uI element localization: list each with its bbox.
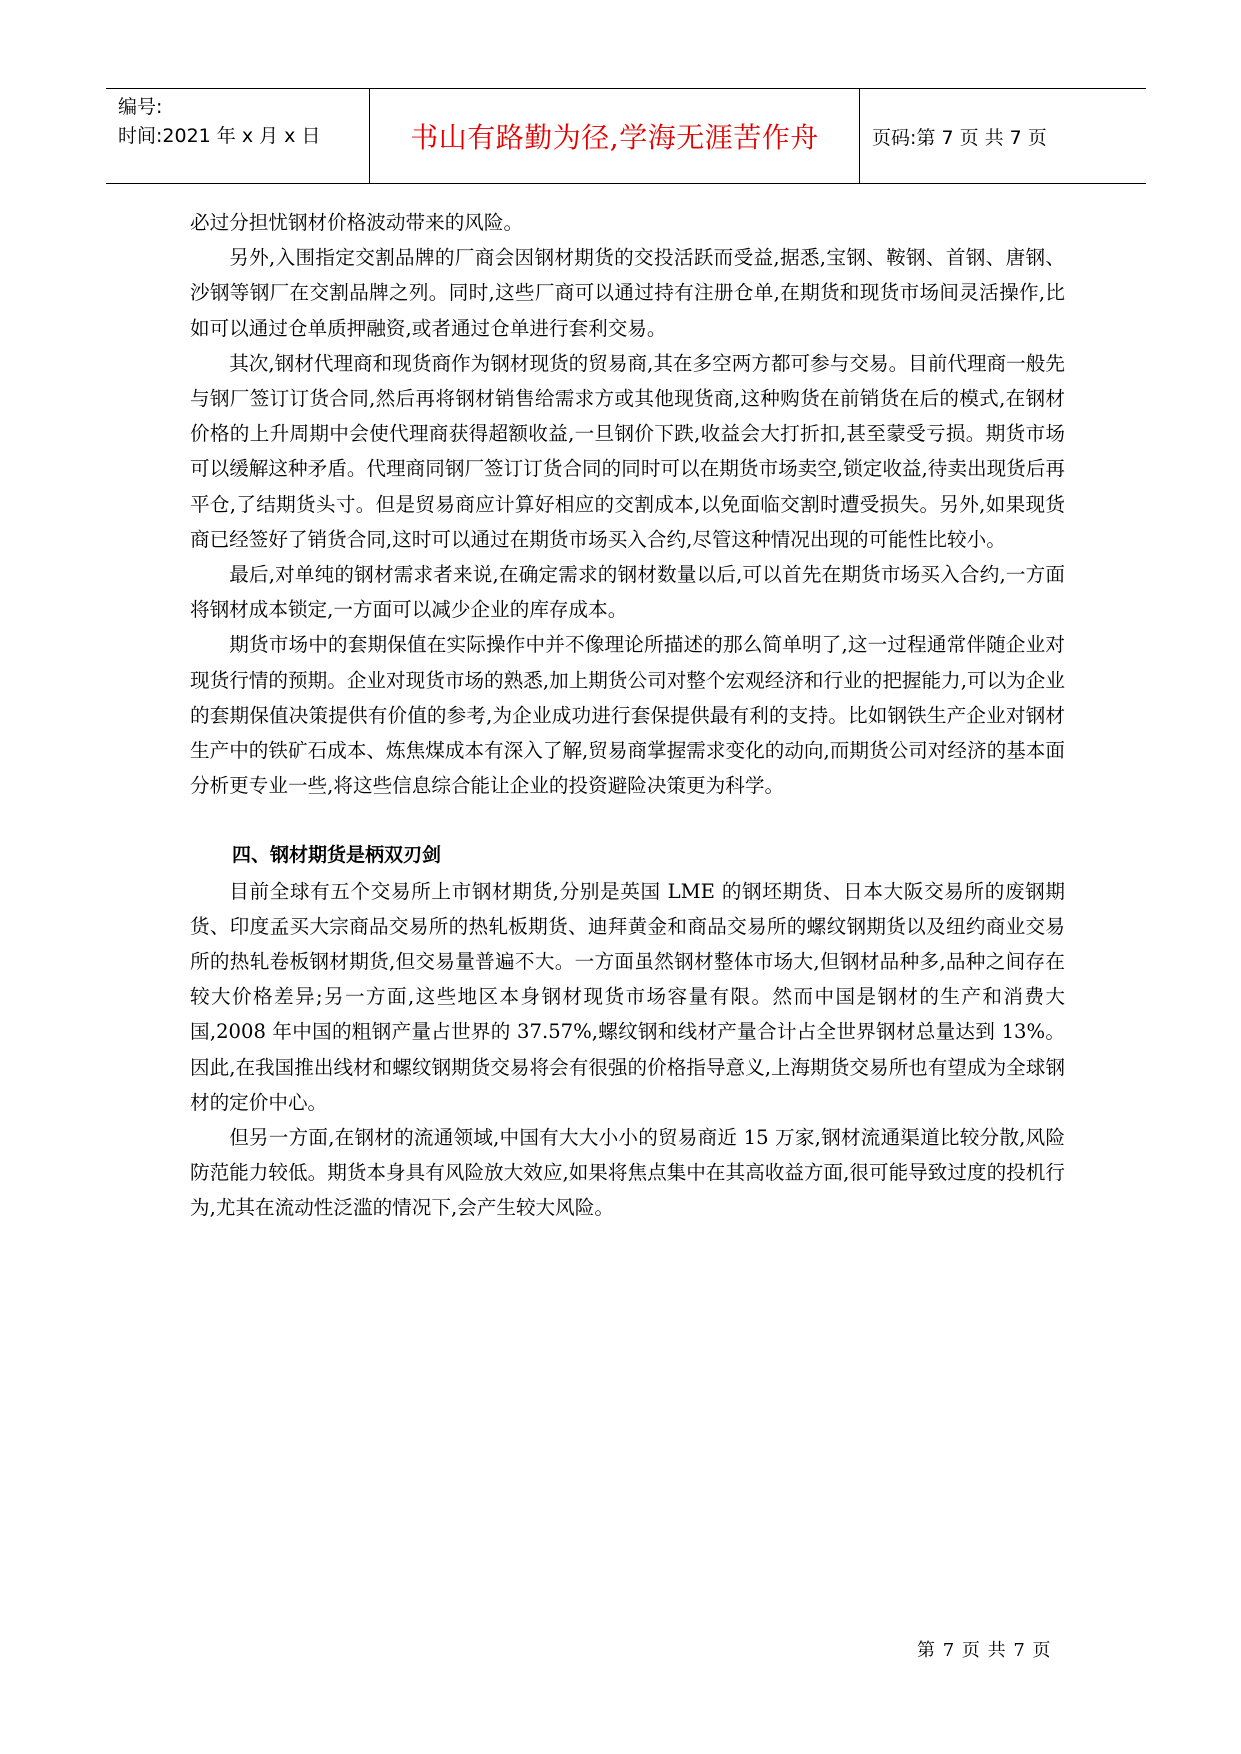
- document-number-label: 编号:: [118, 96, 163, 118]
- section-heading: 四、钢材期货是柄双刃剑: [232, 844, 442, 867]
- paragraph: 另外,入围指定交割品牌的厂商会因钢材期货的交投活跃而受益,据悉,宝钢、鞍钢、首钢、唐钢、沙钢等钢厂在交割品牌之列。同时,这些厂商可以通过持有注册仓单,在期货和现货市场间灵活操作,比如可以通过仓单质押融资,或者通过仓单进行套利交易。: [190, 246, 1065, 340]
- paragraph: 最后,对单纯的钢材需求者来说,在确定需求的钢材数量以后,可以首先在期货市场买入合约,一方面将钢材成本锁定,一方面可以减少企业的库存成本。: [190, 563, 1065, 622]
- header-page-number: 页码:第 7 页 共 7 页: [872, 126, 1047, 149]
- document-body: [190, 205, 1065, 1226]
- page-footer: 第 7 页 共 7 页: [917, 1640, 1052, 1661]
- paragraph: 必过分担忧钢材价格波动带来的风险。: [190, 211, 524, 234]
- header-meta: [106, 89, 370, 183]
- document-time-label: 时间:2021 年 x 月 x 日: [118, 125, 321, 147]
- header-motto: 书山有路勤为径,学海无涯苦作舟: [370, 89, 860, 183]
- paragraph: 期货市场中的套期保值在实际操作中并不像理论所描述的那么简单明了,这一过程通常伴随企业对现货行情的预期。企业对现货市场的熟悉,加上期货公司对整个宏观经济和行业的把握能力,可以为企业的套期保值决策提供有价值的参考,为企业成功进行套保提供最有利的支持。比如钢铁生产企业对钢材生产中的铁矿石成本、炼焦煤成本有深入了解,贸易商掌握需求变化的动向,而期货公司对经济的基本面分析更专业一些,将这些信息综合能让企业的投资避险决策更为科学。: [190, 633, 1065, 798]
- page-header: [106, 88, 1146, 184]
- paragraph: 其次,钢材代理商和现货商作为钢材现货的贸易商,其在多空两方都可参与交易。目前代理商一般先与钢厂签订订货合同,然后再将钢材销售给需求方或其他现货商,这种购货在前销货在后的模式,在钢材价格的上升周期中会使代理商获得超额收益,一旦钢价下跌,收益会大打折扣,甚至蒙受亏损。期货市场可以缓解这种矛盾。代理商同钢厂签订订货合同的同时可以在期货市场卖空,锁定收益,待卖出现货后再平仓,了结期货头寸。但是贸易商应计算好相应的交割成本,以免面临交割时遭受损失。另外,如果现货商已经签好了销货合同,这时可以通过在期货市场买入合约,尽管这种情况出现的可能性比较小。: [190, 351, 1065, 551]
- paragraph: 但另一方面,在钢材的流通领域,中国有大大小小的贸易商近 15 万家,钢材流通渠道比较分散,风险防范能力较低。期货本身具有风险放大效应,如果将焦点集中在其高收益方面,很可能导致过度的投机行为,尤其在流动性泛滥的情况下,会产生较大风险。: [190, 1126, 1065, 1220]
- paragraph: 目前全球有五个交易所上市钢材期货,分别是英国 LME 的钢坯期货、日本大阪交易所的废钢期货、印度孟买大宗商品交易所的热轧板期货、迪拜黄金和商品交易所的螺纹钢期货以及纽约商业交易所的热轧卷板钢材期货,但交易量普遍不大。一方面虽然钢材整体市场大,但钢材品种多,品种之间存在较大价格差异;另一方面,这些地区本身钢材现货市场容量有限。然而中国是钢材的生产和消费大国,2008 年中国的粗钢产量占世界的 37.57%,螺纹钢和线材产量合计占全世界钢材总量达到 13%。因此,在我国推出线材和螺纹钢期货交易将会有很强的价格指导意义,上海期货交易所也有望成为全球钢材的定价中心。: [190, 879, 1065, 1114]
